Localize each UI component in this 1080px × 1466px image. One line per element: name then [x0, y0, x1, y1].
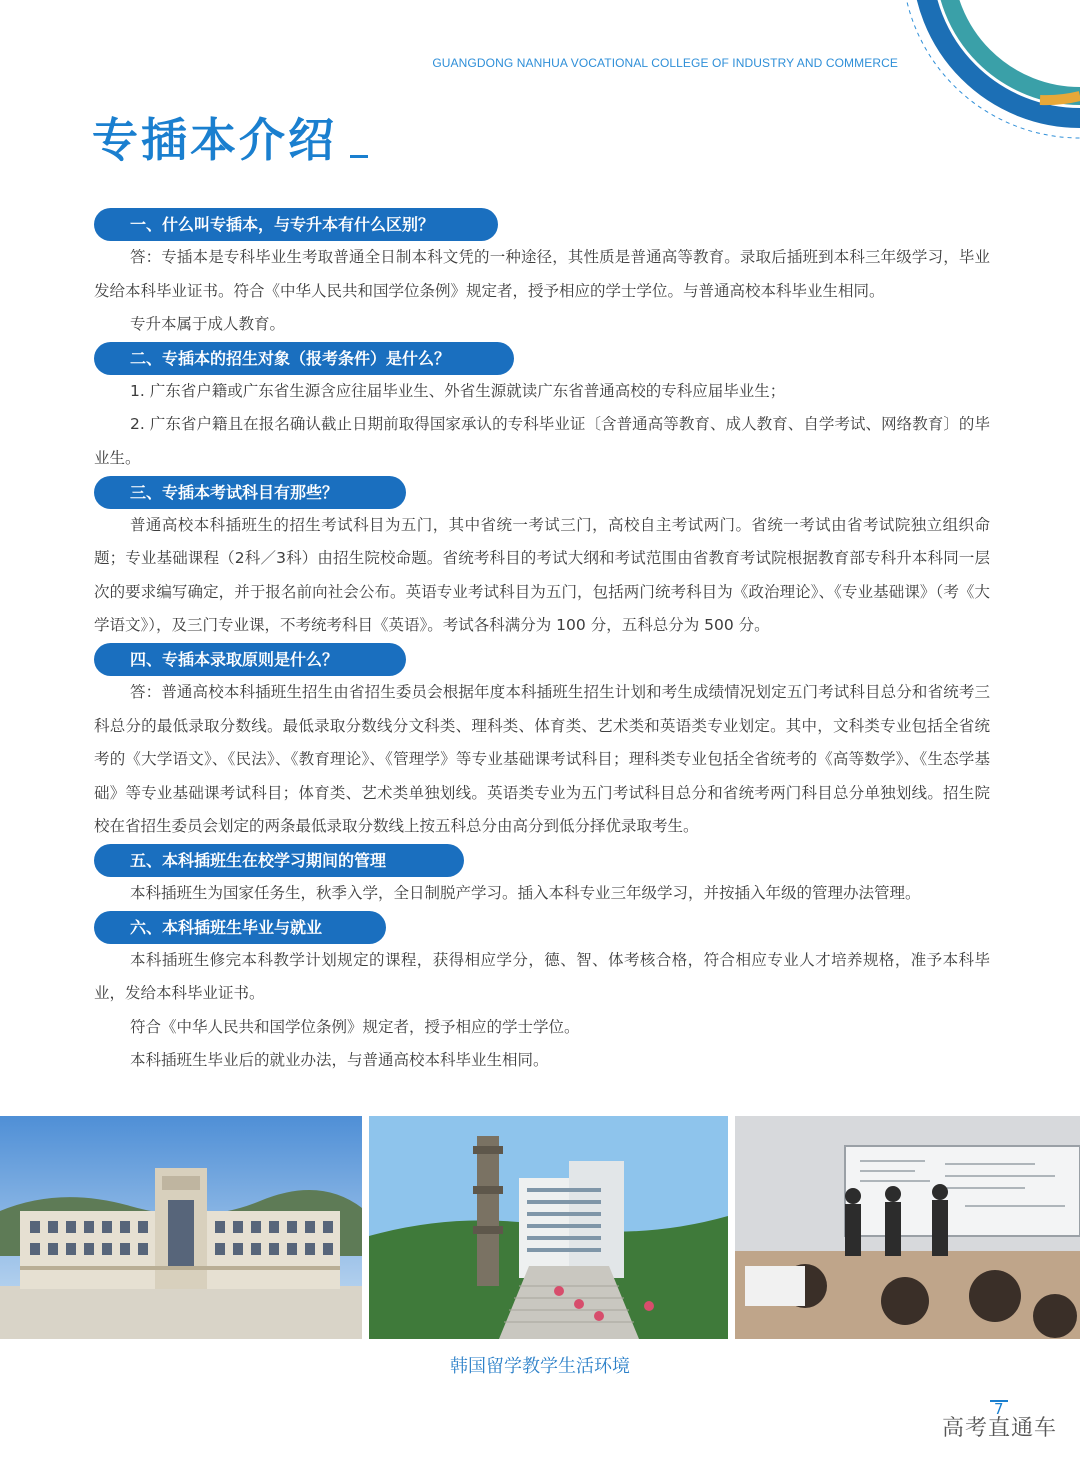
section-paragraph: 本科插班生毕业后的就业办法，与普通高校本科毕业生相同。 — [130, 1051, 549, 1070]
section-paragraph: 专升本属于成人教育。 — [130, 315, 286, 334]
watermark-text: 高考直通车 — [942, 1416, 1058, 1441]
section-heading: 三、专插本考试科目有那些？ — [94, 476, 406, 509]
campus-sculpture-photo — [369, 1116, 728, 1339]
section-paragraph: 1. 广东省户籍或广东省生源含应往届毕业生、外省生源就读广东省普通高校的专科应届毕业生； — [130, 381, 786, 400]
college-name: GUANGDONG NANHUA VOCATIONAL COLLEGE OF INDUSTRY AND COMMERCE — [432, 56, 898, 70]
section-paragraph: 答：专插本是专科毕业生考取普通全日制本科文凭的一种途径，其性质是普通高等教育。录取后插班到本科三年级学习，毕业发给本科毕业证书。符合《中华人民共和国学位条例》规定者，授予相应的学士学位。与普通高校本科毕业生相同。 — [94, 248, 990, 300]
page-title: 专插本介绍 — [92, 113, 337, 167]
section-4 — [94, 643, 990, 844]
section-paragraph: 本科插班生为国家任务生，秋季入学，全日制脱产学习。插入本科专业三年级学习，并按插入年级的管理办法管理。 — [130, 883, 921, 902]
section-heading: 一、什么叫专插本，与专升本有什么区别？ — [94, 208, 498, 241]
section-paragraph: 普通高校本科插班生的招生考试科目为五门，其中省统一考试三门，高校自主考试两门。省统一考试由省考试院独立组织命题；专业基础课程（2科／3科）由招生院校命题。省统考科目的考试大纲和考试范围由省教育考试院根据教育部专科升本科同一层次的要求编写确定，并于报名前向社会公布。英语专业考试科目为五门，包括两门统考科目为《政治理论》、《专业基础课》（考《大学语文》），及三门专业课，不考统考科目《英语》。考试各科满分为 100 分，五科总分为 500 分。 — [94, 515, 990, 635]
photo-strip — [0, 1116, 1080, 1339]
section-1 — [94, 208, 990, 342]
photo-caption: 韩国留学教学生活环境 — [450, 1356, 630, 1377]
main-content — [94, 208, 990, 1078]
section-heading: 五、本科插班生在校学习期间的管理 — [94, 844, 464, 877]
section-heading: 六、本科插班生毕业与就业 — [94, 911, 386, 944]
page-number: 7 — [990, 1400, 1008, 1416]
section-heading: 四、专插本录取原则是什么？ — [94, 643, 406, 676]
section-paragraph: 本科插班生修完本科教学计划规定的课程，获得相应学分，德、智、体考核合格，符合相应专业人才培养规格，准予本科毕业，发给本科毕业证书。 — [94, 950, 990, 1003]
section-3 — [94, 476, 990, 643]
classroom-photo — [735, 1116, 1080, 1339]
section-paragraph: 符合《中华人民共和国学位条例》规定者，授予相应的学士学位。 — [130, 1017, 580, 1036]
section-5 — [94, 844, 990, 911]
section-2 — [94, 342, 990, 476]
section-paragraph: 2. 广东省户籍且在报名确认截止日期前取得国家承认的专科毕业证〔含普通高等教育、成人教育、自学考试、网络教育〕的毕业生。 — [94, 415, 990, 467]
section-paragraph: 答：普通高校本科插班生招生由省招生委员会根据年度本科插班生招生计划和考生成绩情况划定五门考试科目总分和省统考三科总分的最低录取分数线。最低录取分数线分文科类、理科类、体育类、艺术类和英语类专业划定。其中，文科类专业包括全省统考的《大学语文》、《民法》、《教育理论》、《管理学》等专业基础课考试科目；理科类专业包括全省统考的《高等数学》、《生态学基础》等专业基础课考试科目；体育类、艺术类单独划线。英语类专业为五门考试科目总分和省统考两门科目总分单独划线。招生院校在省招生委员会划定的两条最低录取分数线上按五科总分由高分到低分择优录取考生。 — [94, 682, 990, 836]
section-6 — [94, 911, 990, 1078]
title-underline — [350, 155, 368, 158]
section-heading: 二、专插本的招生对象（报考条件）是什么？ — [94, 342, 514, 375]
campus-building-photo — [0, 1116, 362, 1339]
